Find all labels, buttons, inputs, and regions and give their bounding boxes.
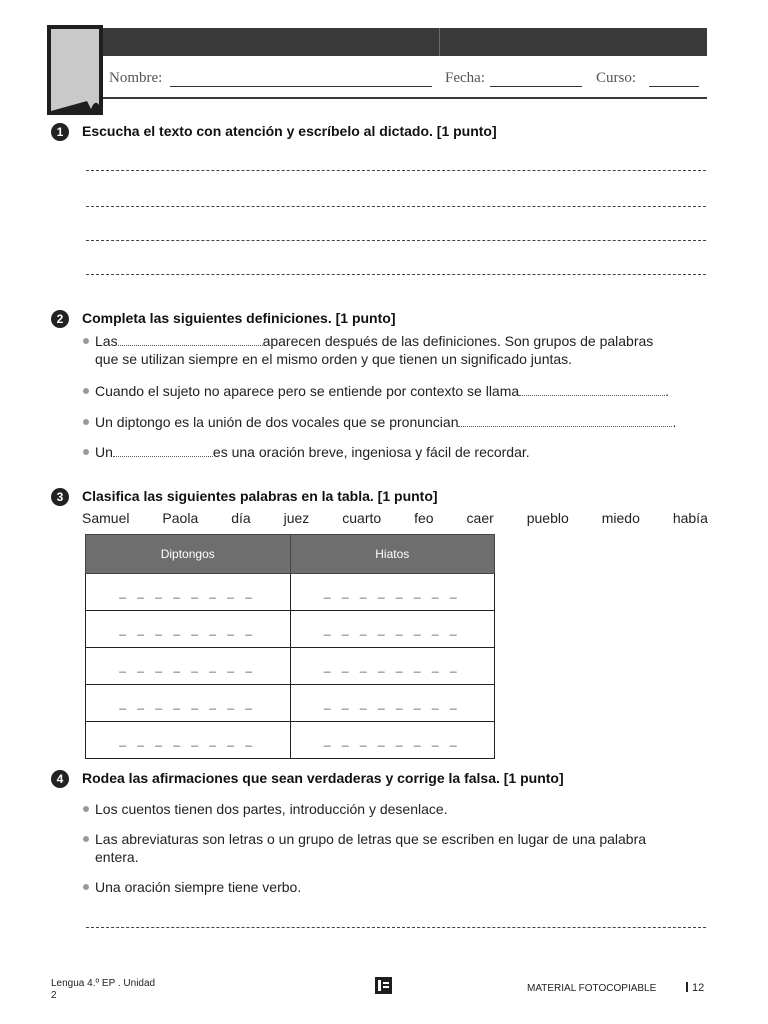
word: Paola [162, 510, 199, 526]
definition-item-4: Un es una oración breve, ingeniosa y fácil de recordar. [83, 443, 708, 461]
question-4-title: Rodea las afirmaciones que sean verdaderas y corrige la falsa. [1 punto] [82, 770, 564, 786]
bookmark-tab-icon [47, 25, 103, 115]
page-marker [686, 982, 688, 992]
table-cell[interactable]: _ _ _ _ _ _ _ _ [86, 722, 291, 759]
table-cell[interactable]: _ _ _ _ _ _ _ _ [86, 611, 291, 648]
word: cuarto [342, 510, 382, 526]
bullet-icon [83, 884, 89, 890]
table-cell[interactable]: _ _ _ _ _ _ _ _ [290, 611, 495, 648]
table-row [86, 648, 495, 685]
publisher-logo-icon [375, 977, 392, 994]
answer-line-3[interactable] [86, 240, 706, 241]
question-3-title: Clasifica las siguientes palabras en la tabla. [1 punto] [82, 488, 438, 504]
blank-field[interactable] [118, 333, 263, 346]
word: pueblo [526, 510, 569, 526]
word: Samuel [82, 510, 130, 526]
date-label: Fecha: [445, 70, 485, 86]
table-row [86, 574, 495, 611]
definition-item-1: Las aparecen después de las definiciones. Son grupos de palabras que se utilizan siempre en el mismo orden y que tienen un significado juntas. [83, 332, 708, 368]
question-1-number: 1 [51, 123, 69, 141]
question-1-title: Escucha el texto con atención y escríbelo al dictado. [1 punto] [82, 123, 497, 139]
bullet-icon [83, 836, 89, 842]
word: había [672, 510, 708, 526]
bullet-icon [83, 806, 89, 812]
question-2-title: Completa las siguientes definiciones. [1 punto] [82, 310, 396, 326]
blank-field[interactable] [519, 383, 665, 396]
header-bar [103, 28, 707, 56]
definition-item-2: Cuando el sujeto no aparece pero se entiende por contexto se llama . [83, 382, 708, 400]
question-4-number: 4 [51, 770, 69, 788]
definition-item-3: Un diptongo es la unión de dos vocales que se pronuncian . [83, 413, 708, 431]
header-bar-divider [439, 28, 440, 56]
correction-line[interactable] [86, 927, 706, 928]
header-rule [103, 97, 707, 99]
table-cell[interactable]: _ _ _ _ _ _ _ _ [290, 648, 495, 685]
blank-field[interactable] [458, 414, 672, 427]
answer-line-2[interactable] [86, 206, 706, 207]
blank-field[interactable] [113, 444, 213, 457]
table-cell[interactable]: _ _ _ _ _ _ _ _ [290, 574, 495, 611]
word: caer [466, 510, 494, 526]
table-cell[interactable]: _ _ _ _ _ _ _ _ [86, 574, 291, 611]
bullet-icon [83, 338, 89, 344]
course-field[interactable] [649, 86, 699, 87]
column-header-diptongos: Diptongos [86, 535, 291, 574]
table-cell[interactable]: _ _ _ _ _ _ _ _ [290, 722, 495, 759]
course-label: Curso: [596, 70, 637, 86]
bullet-icon [83, 388, 89, 394]
date-field[interactable] [490, 86, 582, 87]
statement-item-3[interactable]: Una oración siempre tiene verbo. [83, 878, 708, 896]
answer-line-1[interactable] [86, 170, 706, 171]
footer-material-label: MATERIAL FOTOCOPIABLE [527, 983, 657, 994]
table-cell[interactable]: _ _ _ _ _ _ _ _ [86, 685, 291, 722]
name-field[interactable] [170, 86, 432, 87]
table-cell[interactable]: _ _ _ _ _ _ _ _ [290, 685, 495, 722]
bullet-icon [83, 449, 89, 455]
bullet-icon [83, 419, 89, 425]
table-row [86, 685, 495, 722]
classification-table [85, 534, 495, 759]
statement-item-1[interactable]: Los cuentos tienen dos partes, introducción y desenlace. [83, 800, 708, 818]
name-label: Nombre: [109, 70, 163, 86]
statement-item-2[interactable]: Las abreviaturas son letras o un grupo de letras que se escriben en lugar de una palabra entera. [83, 830, 708, 866]
answer-line-4[interactable] [86, 274, 706, 275]
word: miedo [601, 510, 640, 526]
word: juez [283, 510, 310, 526]
word: feo [414, 510, 434, 526]
table-cell[interactable]: _ _ _ _ _ _ _ _ [86, 648, 291, 685]
word-list [82, 510, 708, 526]
question-3-number: 3 [51, 488, 69, 506]
question-2-number: 2 [51, 310, 69, 328]
table-row [86, 611, 495, 648]
page-number: 12 [686, 982, 704, 994]
column-header-hiatos: Hiatos [290, 535, 495, 574]
table-row [86, 722, 495, 759]
footer-subject: Lengua 4.º EP . Unidad 2 [51, 978, 156, 1001]
word: día [231, 510, 251, 526]
